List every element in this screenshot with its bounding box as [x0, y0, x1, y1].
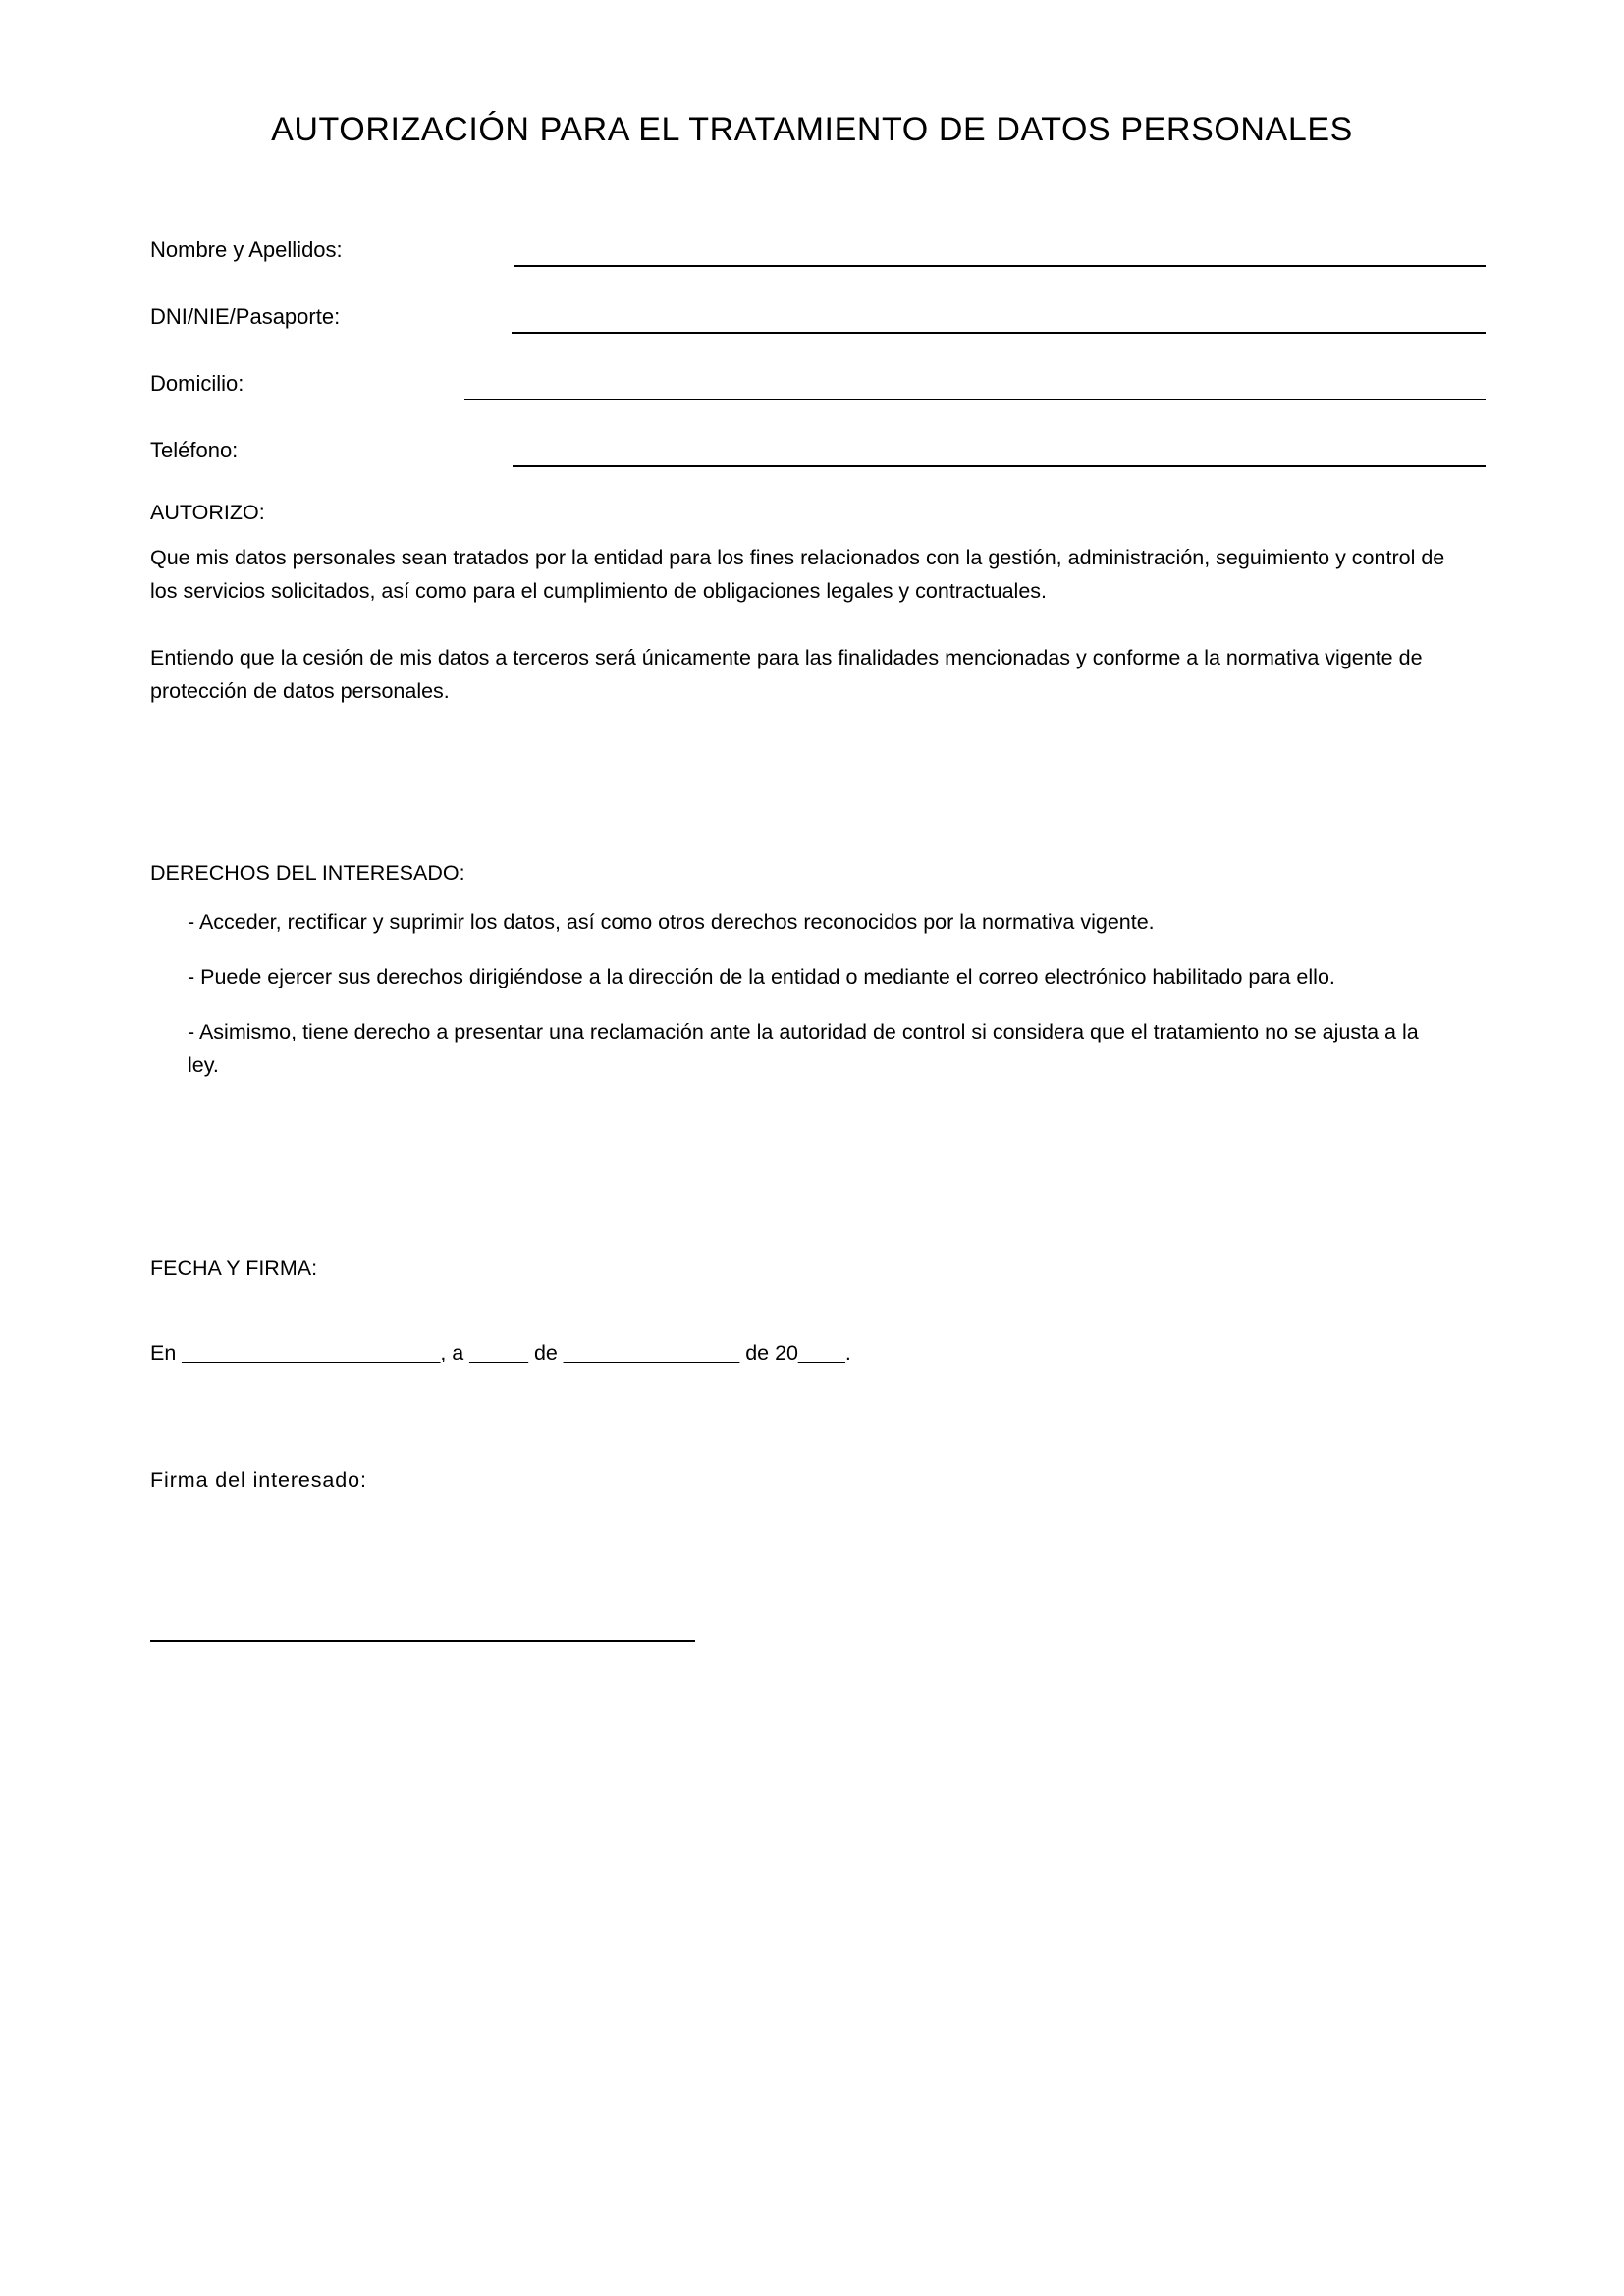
field-label-dni: DNI/NIE/Pasaporte: [150, 304, 341, 329]
authorization-paragraph-2: Entiendo que la cesión de mis datos a terceros será únicamente para las finalidades mencionadas y conforme a la normativa vigente de protección de datos personales. [150, 646, 1423, 703]
signature-section [150, 1252, 1456, 1497]
rights-heading: DERECHOS DEL INTERESADO: [150, 861, 465, 884]
rights-section [150, 856, 1456, 1103]
personal-data-fields [150, 228, 1486, 495]
field-input-dni[interactable] [512, 304, 1486, 334]
page-title: AUTORIZACIÓN PARA EL TRATAMIENTO DE DATOS PERSONALES [271, 111, 1353, 148]
authorization-section [150, 496, 1456, 708]
field-row [150, 228, 1486, 267]
authorization-paragraph-1: Que mis datos personales sean tratados por la entidad para los fines relacionados con la gestión, administración, seguimiento y control de los servicios solicitados, así como para el cumplimiento de obligaciones legales y contractuales. [150, 546, 1445, 603]
signature-line[interactable] [150, 1640, 695, 1642]
field-input-domicilio[interactable] [464, 371, 1486, 400]
rights-item: - Puede ejercer sus derechos dirigiéndose a la dirección de la entidad o mediante el correo electrónico habilitado para ello. [188, 965, 1335, 988]
field-input-nombre[interactable] [514, 238, 1486, 267]
authorization-heading: AUTORIZO: [150, 501, 265, 524]
field-row [150, 294, 1486, 334]
date-line[interactable]: En ______________________, a _____ de _______________ de 20____. [150, 1341, 851, 1364]
field-label-nombre: Nombre y Apellidos: [150, 238, 343, 262]
rights-item: - Asimismo, tiene derecho a presentar una reclamación ante la autoridad de control si considera que el tratamiento no se ajusta a la ley. [188, 1020, 1419, 1077]
rights-item: - Acceder, rectificar y suprimir los datos, así como otros derechos reconocidos por la normativa vigente. [188, 910, 1155, 934]
field-input-telefono[interactable] [513, 438, 1486, 467]
field-label-domicilio: Domicilio: [150, 371, 244, 396]
field-row [150, 428, 1486, 467]
signature-heading: FECHA Y FIRMA: [150, 1256, 318, 1280]
signature-label: Firma del interesado: [150, 1468, 367, 1492]
field-label-telefono: Teléfono: [150, 438, 239, 462]
field-row [150, 361, 1486, 400]
